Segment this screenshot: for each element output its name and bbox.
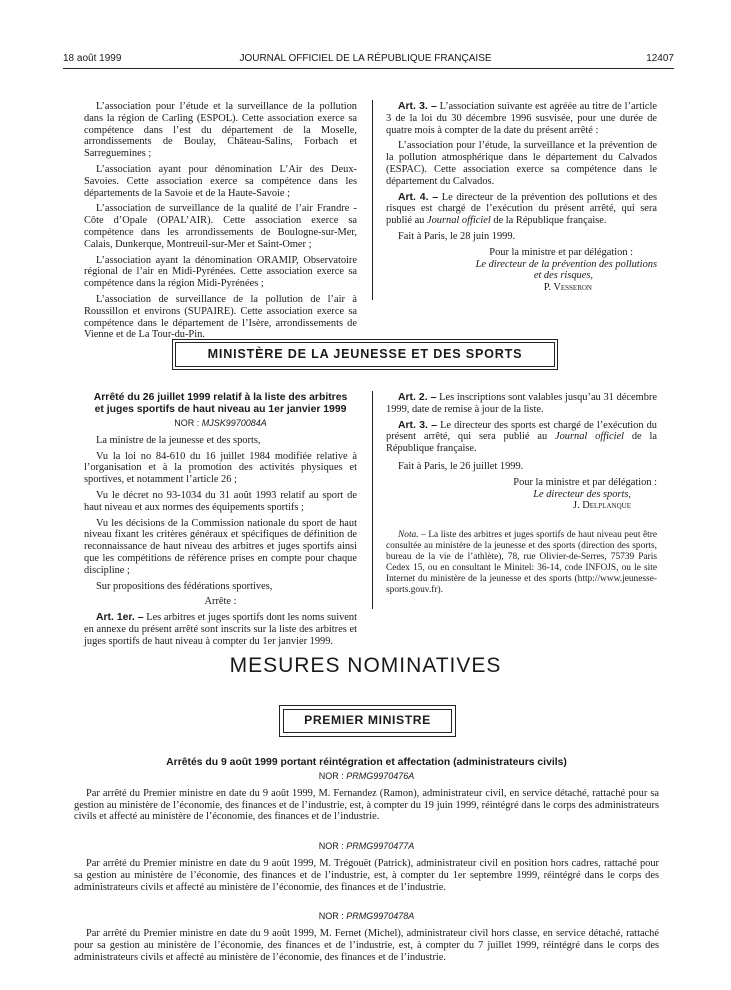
article-label: Art. 3. – <box>398 419 438 431</box>
article-text: L’association suivante est agréée au titre de l’article 3 de la loi du 30 décembre 1996 susvisée, pour une durée de quatre mois à compter de la date du présent arrêté : <box>386 101 657 136</box>
paragraph: Par arrêté du Premier ministre en date du 9 août 1999, M. Trégouët (Patrick), administrateur civil en position hors cadres, rattaché pour sa gestion au ministère de l’économie, des finances et de l’industrie, est, à compter du 1er septembre 1999, réintégré dans le corps des administrateurs civils et affecté au ministère de l’économie, des finances et de l’industrie. <box>74 857 659 893</box>
article-3 <box>386 101 657 136</box>
arrete-title: Arrêté du 26 juillet 1999 relatif à la liste des arbitres <box>93 392 348 403</box>
ministry-title: MINISTÈRE DE LA JEUNESSE ET DES SPORTS <box>175 342 555 367</box>
article-label: Art. 1er. – <box>96 612 144 624</box>
header-date: 18 août 1999 <box>63 53 122 64</box>
paragraph: Vu les décisions de la Commission nationale du sport de haut niveau fixant les critères généraux et spécifiques de définition de reconnaissance de haut niveau des arbitres et juges sportifs ainsi que les compétitions de référence prises en compte pour chaque discipline ; <box>84 517 357 576</box>
article-text: Les inscriptions sont valables jusqu’au 31 décembre 1999, date de remise à jour de la liste. <box>386 392 657 415</box>
article-1 <box>84 612 357 647</box>
article-text: de la République française. <box>493 215 607 227</box>
paragraph: Par arrêté du Premier ministre en date du 9 août 1999, M. Fernet (Michel), administrateur civil hors classe, en service détaché, rattaché pour sa gestion au ministère de l’économie, des finances et de l’industrie, est, à compter du 7 juillet 1999, réintégré dans le corps des administrateurs civils et affecté au ministère de l’économie, des finances et de l’industrie. <box>74 928 659 963</box>
nor-reference: NOR : MJSK9970084A <box>174 418 267 428</box>
header-page-number: 12407 <box>646 53 674 64</box>
journal-officiel-italic: Journal officiel <box>427 215 491 227</box>
paragraph: L’association ayant la dénomination ORAMIP, Observatoire régional de l’air en Midi-Pyrénées. Cette association exerce sa compétence dans la région Midi-Pyrénées ; <box>84 254 357 290</box>
ministry-title: PREMIER MINISTRE <box>283 709 452 733</box>
header-journal-title: JOURNAL OFFICIEL DE LA RÉPUBLIQUE FRANÇAISE <box>239 53 492 64</box>
nota <box>386 530 657 596</box>
article-text: de la République française. <box>386 431 657 455</box>
arrete2-section <box>74 757 659 968</box>
nor-reference: NOR : PRMG9970477A <box>318 841 415 852</box>
header-rule <box>63 68 674 69</box>
arrete-title: et juges sportifs de haut niveau au 1er janvier 1999 <box>94 404 347 415</box>
arrete-title: Arrêtés du 9 août 1999 portant réintégration et affectation (administrateurs civils) <box>166 757 567 768</box>
paragraph: Vu la loi no 84-610 du 16 juillet 1984 modifiée relative à l’organisation et à la promotion des activités physiques et sportives, et notamment l’article 26 ; <box>84 450 357 486</box>
signature-line: Pour la ministre et par délégation : <box>489 246 633 258</box>
journal-officiel-italic: Journal officiel <box>555 431 625 443</box>
signature-line: Le directeur de la prévention des pollutions <box>475 258 657 270</box>
paragraph: Par arrêté du Premier ministre en date du 9 août 1999, M. Fernandez (Ramon), administrateur civil, en service détaché, rattaché pour sa gestion au ministère de l’économie, des finances et de l’industrie, est, à compter du 19 juin 1999, réintégré dans le corps des administrateurs civils et affecté au ministère de l’économie, des finances et de l’industrie. <box>74 787 659 823</box>
paragraph: L’association pour l’étude, la surveillance et la prévention de la pollution atmosphérique dans le département du Calvados (ESPAC). Cette association exerce sa compétence dans le département du Calvados. <box>386 140 657 187</box>
article-text: Le directeur des sports est chargé de l’exécution du présent arrêté, qui sera publié au <box>386 419 657 443</box>
nor-reference: NOR : PRMG9970476A <box>318 771 415 781</box>
article-2 <box>386 392 657 416</box>
signature-line: Le directeur des sports, <box>533 488 631 500</box>
top-left-column <box>84 101 357 345</box>
fait-a-paris: Fait à Paris, le 26 juillet 1999. <box>398 460 524 472</box>
article-4 <box>386 192 657 227</box>
signature-line: et des risques, <box>533 270 593 282</box>
signature-name: P. Vesseron <box>543 282 592 294</box>
article-3 <box>386 420 657 455</box>
article-text: Les arbitres et juges sportifs dont les noms suivent en annexe du présent arrêté sont inscrits sur la liste des arbitres et juges sportifs de haut niveau à compter du 1er janvier 1999. <box>84 612 357 647</box>
section-title: MESURES NOMINATIVES <box>229 654 502 677</box>
paragraph: La ministre de la jeunesse et des sports, <box>96 434 261 446</box>
paragraph: Sur propositions des fédérations sportives, <box>96 580 273 592</box>
top-right-column <box>386 101 657 294</box>
paragraph: Vu le décret no 93-1034 du 31 août 1993 relatif au sport de haut niveau et aux normes des équipements sportifs ; <box>84 489 357 513</box>
paragraph: L’association de surveillance de la pollution de l’air à Roussillon et environs (SUPAIRE). Cette association exerce sa compétence dans le département de l’Isère, arrondissements de Vienne et de La Tour-du-Pin. <box>84 293 357 341</box>
arrete1-right-column <box>386 392 657 600</box>
article-label: Art. 2. – <box>398 392 437 403</box>
fait-a-paris: Fait à Paris, le 28 juin 1999. <box>398 230 516 242</box>
arrete1-left-column <box>84 392 357 652</box>
nota-text: La liste des arbitres et juges sportifs de haut niveau peut être consultée au ministère de la jeunesse et des sports (direction des sports, bureau de la vie de l’athlète), 78, rue Olivier-de-Serres, 75739 Paris Cedex 15, ou en consultant le Minitel: 36-14, code INFOJS, ou le site Internet du ministère de la jeunesse et des sports (http://www.jeunesse-sports.gouv.fr). <box>386 530 658 596</box>
article-label: Art. 4. – <box>398 191 439 203</box>
nota-label: Nota. – <box>398 530 426 541</box>
paragraph: L’association ayant pour dénomination L’Air des Deux-Savoies. Cette association exerce sa compétence dans les départements de la Savoie et de la Haute-Savoie ; <box>84 163 357 199</box>
nor-reference: NOR : PRMG9970478A <box>318 911 415 922</box>
arrete-word: Arrête : <box>204 596 237 608</box>
article-text: Le directeur de la prévention des pollutions et des risques est chargé de l’exécution du présent arrêté, qui sera publié au <box>386 191 657 227</box>
paragraph: L’association de surveillance de la qualité de l’air Frandre - Côte d’Opale (OPAL’AIR). Cette association exerce sa compétence dans les arrondissements de Boulogne-sur-Mer, Calais, Dunkerque, Montreuil-sur-Mer et Saint-Omer ; <box>84 203 357 250</box>
signature-name: J. Delplanque <box>573 500 631 512</box>
paragraph: L’association pour l’étude et la surveillance de la pollution dans la région de Carling (ESPOL). Cette association exerce sa compétence dans l’est du département de la Moselle, arrondissements de Boulay, Château-Salins, Forbach et Sarreguemines ; <box>84 101 357 160</box>
signature-line: Pour la ministre et par délégation : <box>513 476 657 488</box>
column-divider <box>372 391 373 609</box>
column-divider <box>372 100 373 300</box>
article-label: Art. 3. – <box>398 101 437 112</box>
